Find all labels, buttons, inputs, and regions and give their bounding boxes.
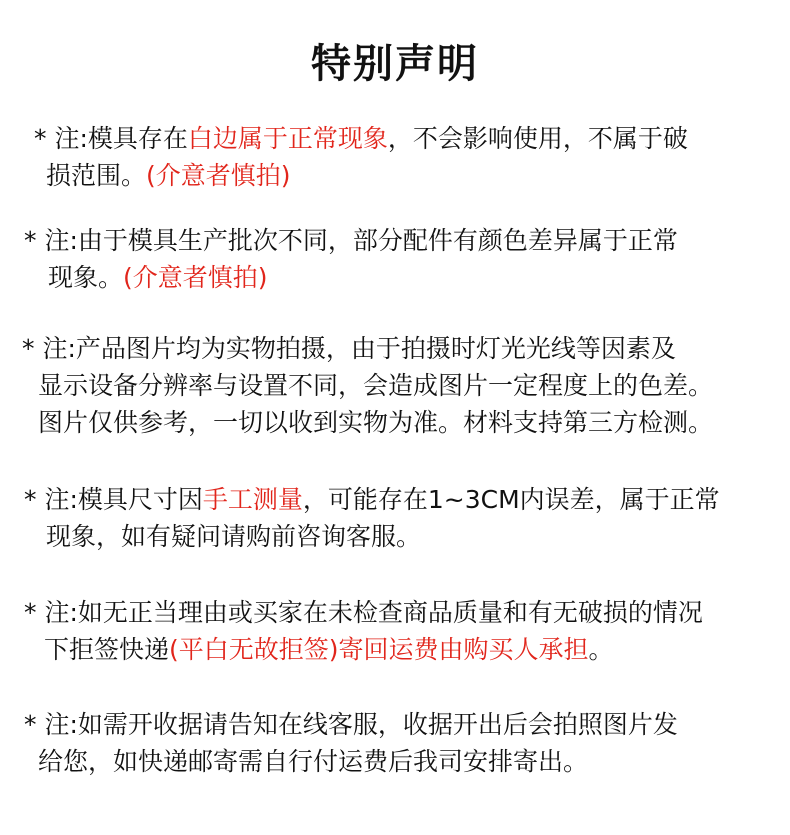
notice-line: 给您，如快递邮寄需自行付运费后我司安排寄出。: [38, 747, 589, 776]
notice-text: * 注:模具存在: [34, 124, 188, 153]
notice-item-photo-color: [22, 330, 713, 441]
notice-line: 显示设备分辨率与设置不同，会造成图片一定程度上的色差。: [38, 371, 714, 400]
notice-text: 。: [588, 635, 614, 664]
notice-highlight: (平白无故拒签)寄回运费由购买人承担: [169, 635, 589, 664]
notice-line: [34, 157, 688, 194]
page-title: 特别声明: [311, 41, 479, 87]
notice-text: ，可能存在1~3CM内误差，属于正常: [302, 485, 720, 514]
notice-line: [24, 631, 703, 668]
notice-text: 现象。: [48, 263, 124, 292]
notice-highlight: 手工测量: [202, 485, 303, 514]
notice-item-color-difference: [24, 222, 678, 296]
notice-line: * 注:如需开收据请告知在线客服，收据开出后会拍照图片发: [24, 710, 678, 739]
notice-line: [24, 481, 720, 518]
notice-item-receipt: [24, 706, 678, 780]
notice-highlight: (介意者慎拍): [123, 263, 268, 292]
notice-item-white-edge: [34, 120, 688, 194]
notice-text: * 注:模具尺寸因: [24, 485, 203, 514]
notice-line: [34, 120, 688, 157]
notice-text: ，不会影响使用，不属于破: [387, 124, 688, 153]
notice-line: * 注:产品图片均为实物拍摄，由于拍摄时灯光光线等因素及: [22, 334, 676, 363]
notice-line: * 注:由于模具生产批次不同，部分配件有颜色差异属于正常: [24, 226, 678, 255]
notice-line: 现象，如有疑问请购前咨询客服。: [46, 522, 422, 551]
notice-line: [24, 259, 678, 296]
notice-highlight: (介意者慎拍): [146, 161, 291, 190]
notice-highlight: 白边属于正常现象: [187, 124, 388, 153]
notice-line: * 注:如无正当理由或买家在未检查商品质量和有无破损的情况: [24, 598, 703, 627]
notice-text: 下拒签快递: [44, 635, 170, 664]
notice-text: 损范围。: [46, 161, 147, 190]
notice-item-size-error: [24, 481, 720, 555]
notice-line: 图片仅供参考，一切以收到实物为准。材料支持第三方检测。: [38, 408, 714, 437]
notice-item-refusal: [24, 594, 703, 668]
